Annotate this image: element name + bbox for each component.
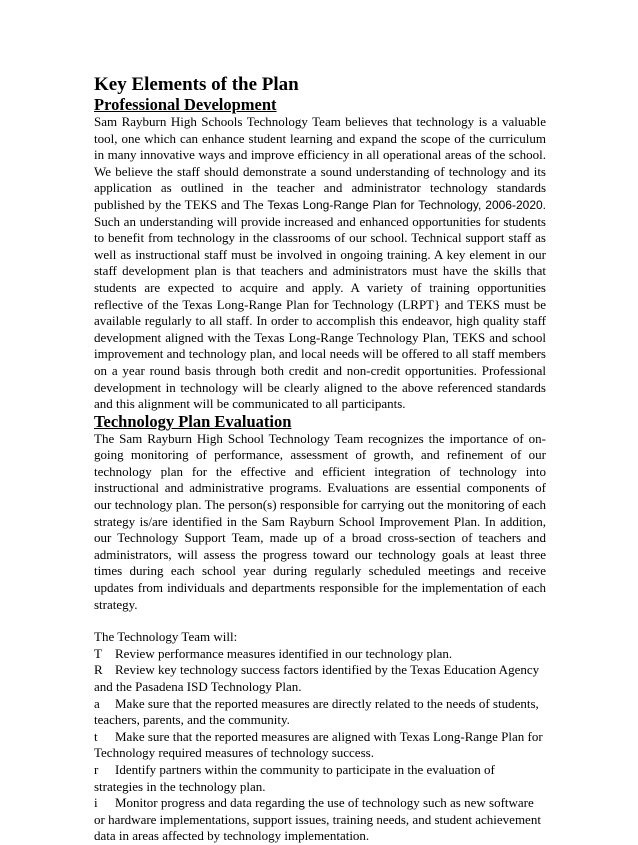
list-item <box>94 696 546 729</box>
list-item <box>94 646 546 663</box>
plan-title-reference: Texas Long-Range Plan for Technology, 2006-2020. <box>267 197 547 212</box>
professional-development-paragraph <box>94 114 546 413</box>
list-item-text: Monitor progress and data regarding the use of technology such as new software or hardware implementations, support issues, training needs, and student achievement data in areas affected by technology implementation. <box>94 795 541 844</box>
list-intro: The Technology Team will: <box>94 629 238 645</box>
list-marker: r <box>94 761 99 777</box>
section-heading-professional-development: Professional Development <box>94 95 277 114</box>
page-title: Key Elements of the Plan <box>94 74 299 95</box>
section-heading-evaluation: Technology Plan Evaluation <box>94 411 292 431</box>
list-marker: T <box>94 645 102 661</box>
list-marker: R <box>94 662 103 678</box>
document-page <box>94 74 546 845</box>
list-item-text: Identify partners within the community to participate in the evaluation of strategies in the technology plan. <box>94 761 495 794</box>
list-marker: a <box>94 695 100 711</box>
list-marker: i <box>94 795 98 811</box>
list-item-text: Make sure that the reported measures are directly related to the needs of students, teachers, parents, and the community. <box>94 695 539 728</box>
list-item <box>94 762 546 795</box>
list-item-text: Review key technology success factors identified by the Texas Education Agency and the Pasadena ISD Technology Plan. <box>94 662 540 694</box>
spacer <box>94 613 546 629</box>
pd-text-part-2: Such an understanding will provide increased and enhanced opportunities for students to benefit from technology in the classrooms of our school. Technical support staff as well as instructional staff must be involved in ongoing training. A key element in our staff development plan is that teachers and administrators must have the skills that students are expected to acquire and apply. A variety of training opportunities reflective of the Texas Long-Range Plan for Technology (LRPT} and TEKS must be available regularly to all staff. In order to accomplish this endeavor, high quality staff development aligned with the Texas Long-Range Technology Plan, TEKS and school improvement and technology plan, and local needs will be offered to all staff members on a year round basis through both credit and non-credit opportunities. Professional development in technology will be clearly aligned to the above referenced standards and this alignment will be communicated to all participants. <box>94 213 546 412</box>
evaluation-paragraph: The Sam Rayburn High School Technology Team recognizes the importance of on-going monitoring of performance, assessment of growth, and refinement of our technology plan for the effective and efficient integration of technology into instructional and administrative programs. Evaluations are essential components of our technology plan. The person(s) responsible for carrying out the monitoring of each strategy is/are identified in the Sam Rayburn School Improvement Plan. In addition, our Technology Support Team, made up of a broad cross-section of teachers and administrators, will assess the progress toward our technology goals at least three times during each school year during regularly scheduled meetings and receive updates from individuals and departments responsible for the implementation of each strategy. <box>94 430 546 612</box>
list-item-text: Make sure that the reported measures are aligned with Texas Long-Range Plan for Technology required measures of technology success. <box>94 728 543 761</box>
list-item-text: Review performance measures identified in our technology plan. <box>115 645 453 661</box>
task-list <box>94 646 546 845</box>
list-item <box>94 729 546 762</box>
list-item <box>94 795 546 845</box>
pd-text-part-1: Sam Rayburn High Schools Technology Team believes that technology is a valuable tool, one which can enhance student learning and expand the scope of the curriculum in many innovative ways and improve efficiency in all operational areas of the school. We believe the staff should demonstrate a sound understanding of technology and its application as outlined in the teacher and administrator technology standards published by the TEKS and The <box>94 114 546 212</box>
list-item <box>94 662 546 695</box>
list-marker: t <box>94 728 98 744</box>
